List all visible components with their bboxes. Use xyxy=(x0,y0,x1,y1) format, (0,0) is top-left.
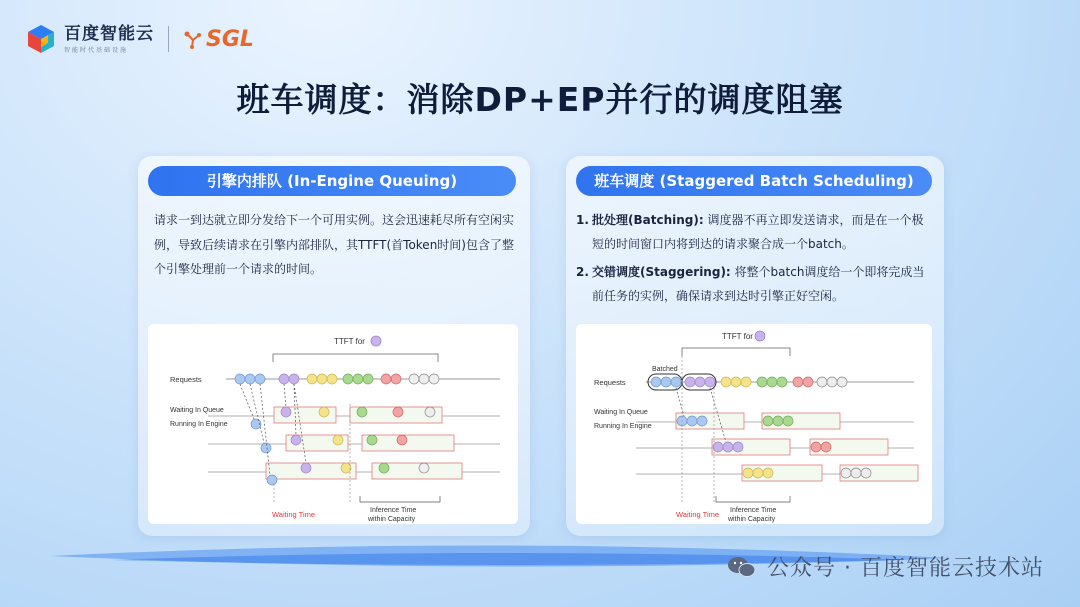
watermark-text: 公众号 · 百度智能云技术站 xyxy=(767,556,1044,581)
waiting-time-label: Waiting Time xyxy=(272,510,316,519)
wechat-icon xyxy=(727,555,757,579)
ttft-purple-circle xyxy=(755,331,765,341)
brand-subtitle: 智能时代基础设施 xyxy=(64,46,129,54)
watermark xyxy=(727,551,1044,582)
ttft-bracket xyxy=(682,348,790,356)
list-text: 将整个batch调度给一个即将完成当前任务的实例，确保请求到达时引擎正好空闲。 xyxy=(592,265,925,303)
sgl-logo xyxy=(183,27,254,52)
ttft-label: TTFT for xyxy=(334,337,365,346)
inference-time-label: Inference Time xyxy=(730,507,777,514)
list-number: 1. xyxy=(576,213,589,227)
within-capacity-label: within Capacity xyxy=(368,516,416,523)
ttft-bracket xyxy=(273,354,438,362)
running-engine-label: Running In Engine xyxy=(170,421,228,428)
list-term: 批处理(Batching): xyxy=(592,213,704,227)
waiting-queue-label: Waiting In Queue xyxy=(594,409,648,416)
list-item xyxy=(576,260,930,308)
panel-heading: 班车调度 (Staggered Batch Scheduling) xyxy=(576,166,932,196)
within-capacity-label: within Capacity xyxy=(728,516,776,523)
list-item xyxy=(576,208,930,256)
requests-label: Requests xyxy=(594,378,626,387)
requests-label: Requests xyxy=(170,375,202,384)
sgl-molecule-icon xyxy=(183,29,203,49)
header xyxy=(26,22,254,56)
queuing-diagram xyxy=(148,324,518,524)
sgl-wordmark: SGL xyxy=(206,26,254,52)
panel-heading: 引擎内排队 (In-Engine Queuing) xyxy=(148,166,516,196)
page-title: 班车调度：消除DP+EP并行的调度阻塞 xyxy=(236,80,844,119)
header-divider xyxy=(168,26,169,52)
in-engine-queuing-panel xyxy=(138,156,530,536)
waiting-time-label: Waiting Time xyxy=(676,510,720,519)
steps-list xyxy=(576,208,930,312)
brand-name: 百度智能云 xyxy=(64,23,154,44)
waiting-queue-label: Waiting In Queue xyxy=(170,407,224,414)
ttft-label: TTFT for xyxy=(722,332,753,341)
batched-label: Batched xyxy=(652,366,678,373)
running-engine-label: Running In Engine xyxy=(594,423,652,430)
baidu-cloud-logo-icon xyxy=(26,24,56,54)
inference-time-label: Inference Time xyxy=(370,507,417,514)
queuing-diagram-svg xyxy=(148,324,518,524)
ttft-purple-circle xyxy=(371,336,381,346)
brand xyxy=(64,25,154,54)
staggered-diagram-svg xyxy=(576,324,932,524)
list-term: 交错调度(Staggering): xyxy=(592,265,731,279)
list-number: 2. xyxy=(576,265,589,279)
staggered-diagram xyxy=(576,324,932,524)
panel-description: 请求一到达就立即分发给下一个可用实例。这会迅速耗尽所有空闲实例，导致后续请求在引擎内部排队，其TTFT(首Token时间)包含了整个引擎处理前一个请求的时间。 xyxy=(154,213,515,276)
staggered-batch-panel xyxy=(566,156,944,536)
list-text: 调度器不再立即发送请求，而是在一个极短的时间窗口内将到达的请求聚合成一个batch。 xyxy=(592,213,924,251)
